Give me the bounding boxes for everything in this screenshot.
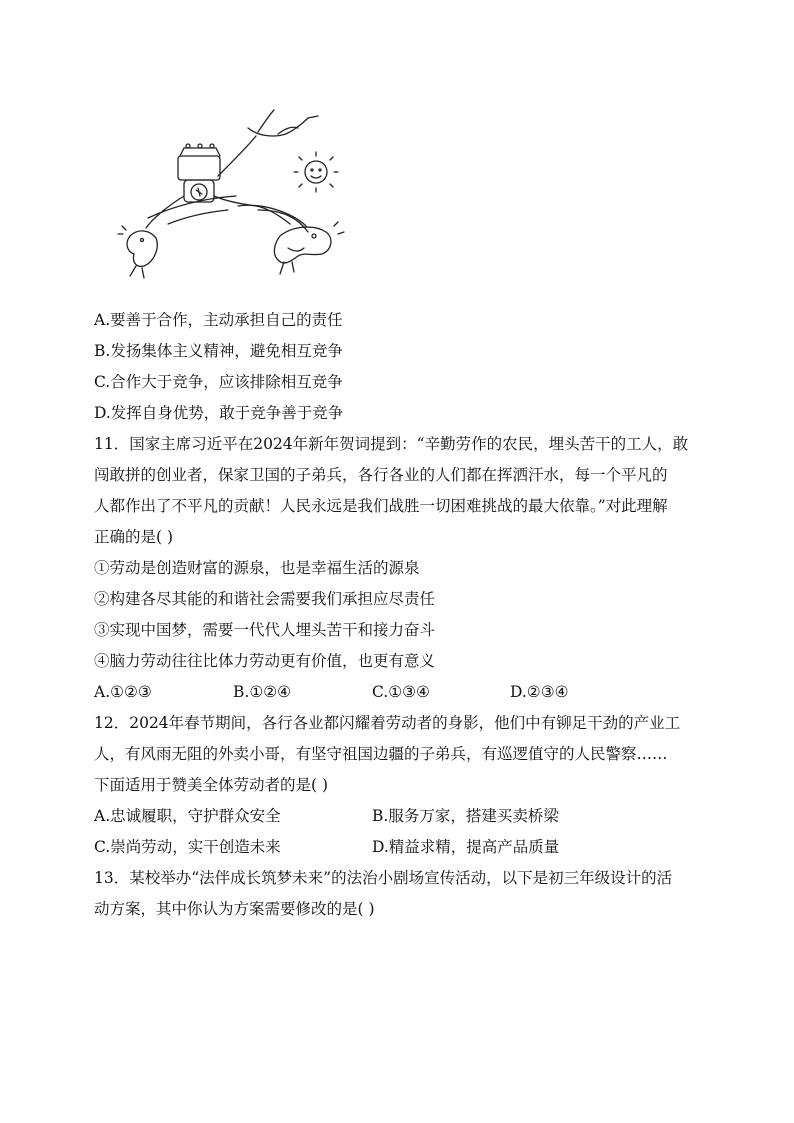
q13-stem-line-2: 动方案，其中你认为方案需要修改的是( ) — [94, 900, 375, 918]
q12-stem-line-1: 12．2024年春节期间，各行各业都闪耀着劳动者的身影，他们中有铆足干劲的产业工 — [94, 714, 681, 732]
q12-option-c: C.崇尚劳动，实干创造未来 — [94, 838, 281, 856]
q10-option-a: A.要善于合作，主动承担自己的责任 — [94, 311, 343, 329]
q11-statement-1: ①劳动是创造财富的源泉，也是幸福生活的源泉 — [94, 559, 420, 577]
q11-statement-2: ②构建各尽其能的和谐社会需要我们承担应尽责任 — [94, 590, 436, 608]
q12-option-a: A.忠诚履职，守护群众安全 — [94, 807, 281, 825]
q11-stem-line-2: 闯敢拼的创业者，保家卫国的子弟兵，各行各业的人们都在挥洒汗水，每一个平凡的 — [94, 466, 668, 484]
cartoon-illustration — [108, 106, 370, 292]
q12-option-b: B.服务万家，搭建买卖桥梁 — [372, 807, 559, 825]
q11-statement-3: ③实现中国梦，需要一代代人埋头苦干和接力奋斗 — [94, 621, 436, 639]
q13-stem-line-1: 13．某校举办“法伴成长筑梦未来”的法治小剧场宣传活动，以下是初三年级设计的活 — [94, 869, 673, 887]
q11-statement-4: ④脑力劳动往往比体力劳动更有价值，也更有意义 — [94, 652, 436, 670]
q11-stem-line-4: 正确的是( ) — [94, 528, 174, 546]
q11-option-a: A.①②③ — [94, 683, 152, 701]
q11-option-c: C.①③④ — [372, 683, 430, 701]
q12-option-d: D.精益求精，提高产品质量 — [372, 838, 560, 856]
q11-option-d: D.②③④ — [510, 683, 569, 701]
q11-stem-line-1: 11．国家主席习近平在2024年新年贺词提到：“辛勤劳作的农民，埋头苦干的工人，敢 — [94, 435, 689, 453]
q10-option-d: D.发挥自身优势，敢于竞争善于竞争 — [94, 404, 344, 422]
q11-option-b: B.①②④ — [233, 683, 292, 701]
q12-stem-line-3: 下面适用于赞美全体劳动者的是( ) — [94, 776, 329, 794]
q10-option-b: B.发扬集体主义精神，避免相互竞争 — [94, 342, 343, 360]
q10-option-c: C.合作大于竞争，应该排除相互竞争 — [94, 373, 343, 391]
q12-stem-line-2: 人，有风雨无阻的外卖小哥，有坚守祖国边疆的子弟兵，有巡逻值守的人民警察…… — [94, 745, 668, 763]
q11-stem-line-3: 人都作出了不平凡的贡献！人民永远是我们战胜一切困难挑战的最大依靠。”对此理解 — [94, 497, 668, 515]
